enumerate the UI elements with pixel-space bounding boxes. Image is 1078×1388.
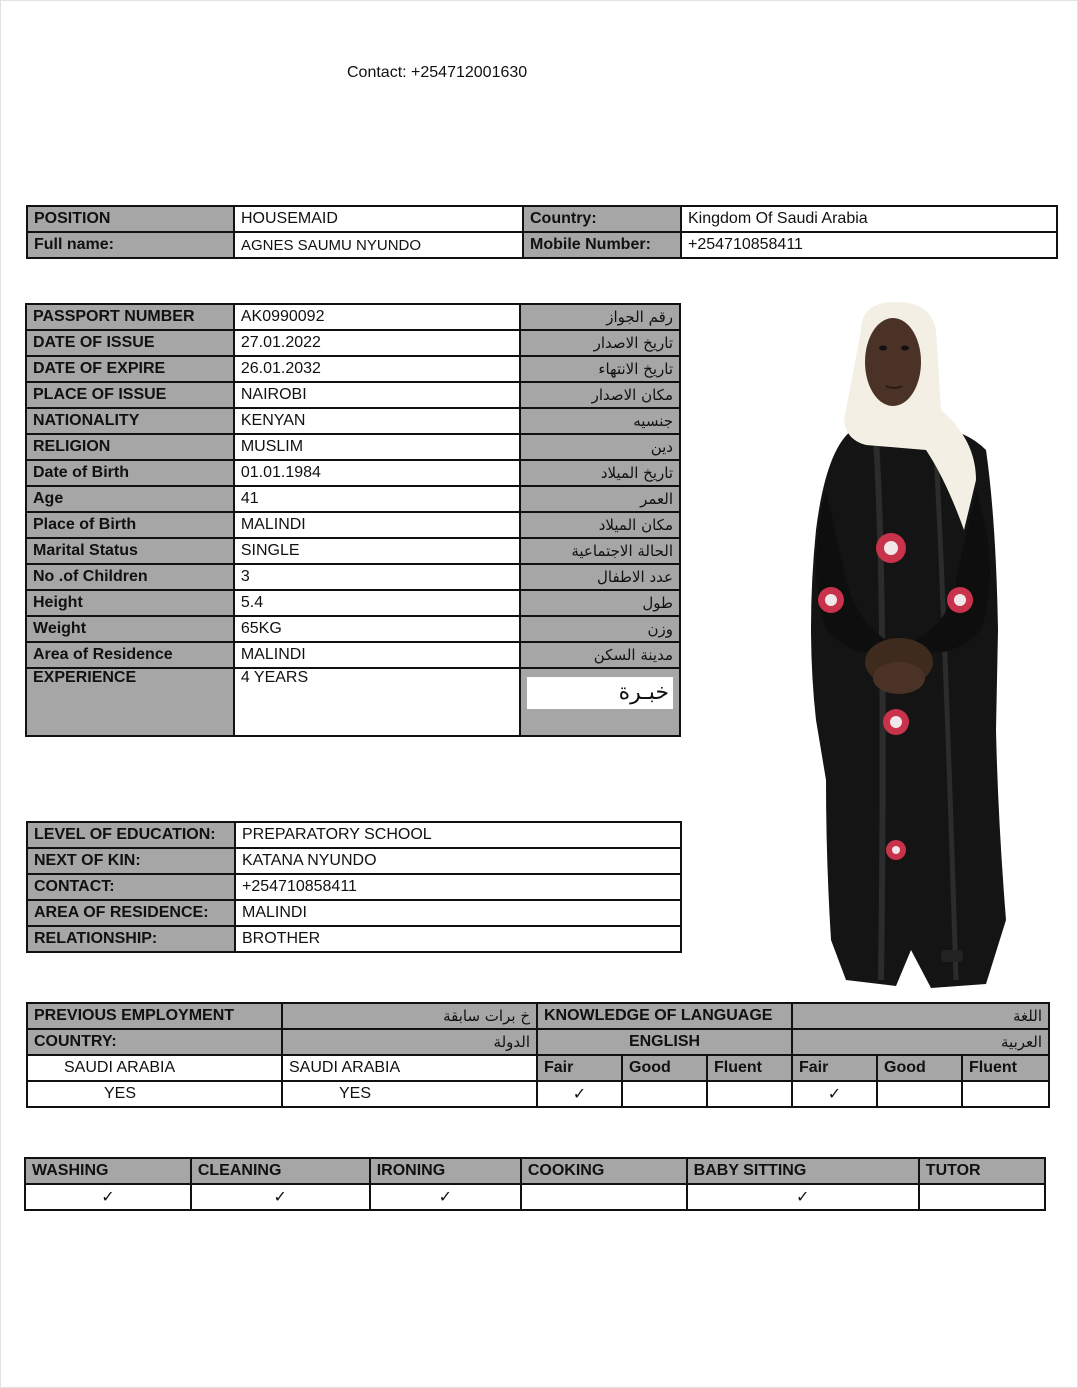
table-row — [27, 900, 681, 926]
detail-label: Place of Birth — [26, 512, 234, 538]
english-fluent-header: Fluent — [707, 1055, 792, 1081]
arabic-good-header: Good — [877, 1055, 962, 1081]
employment-country-value-1: SAUDI ARABIA — [27, 1055, 282, 1081]
detail-label: NATIONALITY — [26, 408, 234, 434]
education-label: NEXT OF KIN: — [27, 848, 235, 874]
experience-label: EXPERIENCE — [26, 668, 234, 736]
detail-arabic: جنسيه — [520, 408, 680, 434]
education-value: PREPARATORY SCHOOL — [235, 822, 681, 848]
education-label: LEVEL OF EDUCATION: — [27, 822, 235, 848]
education-value: +254710858411 — [235, 874, 681, 900]
table-row — [27, 1081, 1049, 1107]
employment-yes-2: YES — [282, 1081, 537, 1107]
detail-label: Age — [26, 486, 234, 512]
arabic-good-check — [877, 1081, 962, 1107]
detail-arabic: مكان الميلاد — [520, 512, 680, 538]
detail-arabic: تاريخ الميلاد — [520, 460, 680, 486]
education-value: MALINDI — [235, 900, 681, 926]
table-row — [26, 538, 680, 564]
skill-check: ✓ — [25, 1184, 191, 1210]
education-label: AREA OF RESIDENCE: — [27, 900, 235, 926]
skill-label: COOKING — [521, 1158, 687, 1184]
position-value: HOUSEMAID — [234, 206, 523, 232]
table-row — [26, 382, 680, 408]
skill-label: IRONING — [370, 1158, 521, 1184]
detail-label: DATE OF ISSUE — [26, 330, 234, 356]
detail-value: 27.01.2022 — [234, 330, 520, 356]
skill-check: ✓ — [687, 1184, 919, 1210]
prev-employment-arabic: خ برات سابقة — [282, 1003, 537, 1029]
english-fair-header: Fair — [537, 1055, 622, 1081]
language-label: KNOWLEDGE OF LANGUAGE — [537, 1003, 792, 1029]
table-row — [27, 206, 1057, 232]
detail-value: 3 — [234, 564, 520, 590]
detail-arabic: طول — [520, 590, 680, 616]
detail-value: 41 — [234, 486, 520, 512]
skills-table — [24, 1157, 1046, 1211]
table-row — [27, 1055, 1049, 1081]
table-row — [26, 590, 680, 616]
detail-value: AK0990092 — [234, 304, 520, 330]
table-row — [27, 232, 1057, 258]
detail-arabic: رقم الجواز — [520, 304, 680, 330]
english-good-header: Good — [622, 1055, 707, 1081]
detail-value: 26.01.2032 — [234, 356, 520, 382]
mobile-label: Mobile Number: — [523, 232, 681, 258]
employment-table — [26, 1002, 1050, 1108]
english-fluent-check — [707, 1081, 792, 1107]
detail-arabic: مدينة السكن — [520, 642, 680, 668]
mobile-value: +254710858411 — [681, 232, 1057, 258]
detail-label: Weight — [26, 616, 234, 642]
table-row — [27, 848, 681, 874]
detail-value: 01.01.1984 — [234, 460, 520, 486]
employment-country-label: COUNTRY: — [27, 1029, 282, 1055]
english-fair-check: ✓ — [537, 1081, 622, 1107]
table-row — [27, 822, 681, 848]
header-table — [26, 205, 1058, 259]
table-row — [26, 642, 680, 668]
arabic-fluent-header: Fluent — [962, 1055, 1049, 1081]
table-row — [26, 616, 680, 642]
fullname-value: AGNES SAUMU NYUNDO — [234, 232, 523, 258]
table-row — [27, 1003, 1049, 1029]
detail-arabic: مكان الاصدار — [520, 382, 680, 408]
arabic-language-label: العربية — [792, 1029, 1049, 1055]
detail-label: Area of Residence — [26, 642, 234, 668]
detail-value: MALINDI — [234, 512, 520, 538]
detail-value: 65KG — [234, 616, 520, 642]
prev-employment-label: PREVIOUS EMPLOYMENT — [27, 1003, 282, 1029]
skill-check: ✓ — [370, 1184, 521, 1210]
table-row — [26, 460, 680, 486]
detail-value: 5.4 — [234, 590, 520, 616]
detail-label: RELIGION — [26, 434, 234, 460]
table-row — [26, 330, 680, 356]
table-row — [25, 1184, 1045, 1210]
detail-label: Date of Birth — [26, 460, 234, 486]
employment-country-value-2: SAUDI ARABIA — [282, 1055, 537, 1081]
candidate-photo — [786, 300, 1016, 990]
experience-arabic-cell — [520, 668, 680, 736]
experience-value: 4 YEARS — [234, 668, 520, 736]
detail-value: NAIROBI — [234, 382, 520, 408]
language-arabic: اللغة — [792, 1003, 1049, 1029]
experience-arabic: خبـرة — [527, 677, 673, 709]
education-label: CONTACT: — [27, 874, 235, 900]
table-row — [26, 486, 680, 512]
position-label: POSITION — [27, 206, 234, 232]
table-row — [27, 926, 681, 952]
skill-label: WASHING — [25, 1158, 191, 1184]
education-value: KATANA NYUNDO — [235, 848, 681, 874]
detail-arabic: وزن — [520, 616, 680, 642]
table-row — [26, 356, 680, 382]
detail-label: Marital Status — [26, 538, 234, 564]
skill-label: CLEANING — [191, 1158, 370, 1184]
experience-row — [26, 668, 680, 736]
table-row — [26, 434, 680, 460]
detail-arabic: العمر — [520, 486, 680, 512]
english-label: ENGLISH — [537, 1029, 792, 1055]
detail-value: KENYAN — [234, 408, 520, 434]
detail-label: PLACE OF ISSUE — [26, 382, 234, 408]
table-row — [26, 512, 680, 538]
detail-arabic: عدد الاطفال — [520, 564, 680, 590]
english-good-check — [622, 1081, 707, 1107]
education-table — [26, 821, 682, 953]
education-value: BROTHER — [235, 926, 681, 952]
detail-arabic: تاريخ الانتهاء — [520, 356, 680, 382]
skill-check — [919, 1184, 1045, 1210]
table-row — [26, 408, 680, 434]
table-row — [27, 1029, 1049, 1055]
employment-country-arabic: الدولة — [282, 1029, 537, 1055]
contact-line: Contact: +254712001630 — [347, 64, 528, 81]
detail-value: SINGLE — [234, 538, 520, 564]
detail-label: Height — [26, 590, 234, 616]
detail-label: PASSPORT NUMBER — [26, 304, 234, 330]
details-table — [25, 303, 681, 737]
country-value: Kingdom Of Saudi Arabia — [681, 206, 1057, 232]
detail-value: MALINDI — [234, 642, 520, 668]
fullname-label: Full name: — [27, 232, 234, 258]
detail-arabic: دين — [520, 434, 680, 460]
arabic-fluent-check — [962, 1081, 1049, 1107]
skill-check: ✓ — [191, 1184, 370, 1210]
skill-label: BABY SITTING — [687, 1158, 919, 1184]
table-row — [26, 564, 680, 590]
detail-arabic: الحالة الاجتماعية — [520, 538, 680, 564]
skill-label: TUTOR — [919, 1158, 1045, 1184]
skill-check — [521, 1184, 687, 1210]
detail-label: No .of Children — [26, 564, 234, 590]
table-row — [26, 304, 680, 330]
employment-yes-1: YES — [27, 1081, 282, 1107]
country-label: Country: — [523, 206, 681, 232]
arabic-fair-check: ✓ — [792, 1081, 877, 1107]
arabic-fair-header: Fair — [792, 1055, 877, 1081]
detail-label: DATE OF EXPIRE — [26, 356, 234, 382]
table-row — [25, 1158, 1045, 1184]
detail-value: MUSLIM — [234, 434, 520, 460]
education-label: RELATIONSHIP: — [27, 926, 235, 952]
table-row — [27, 874, 681, 900]
detail-arabic: تاريخ الاصدار — [520, 330, 680, 356]
